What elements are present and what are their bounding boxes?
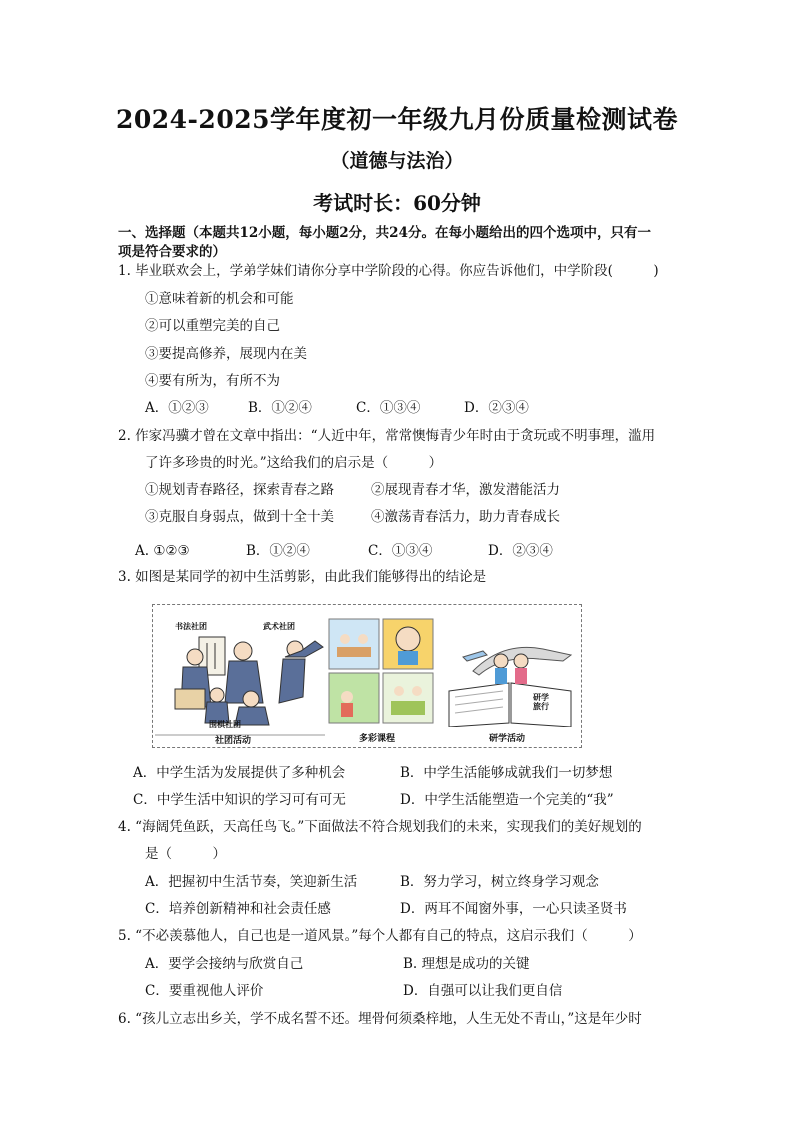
q5-option-d: D．自强可以让我们更自信 <box>403 983 563 999</box>
go-club-tag: 围棋社团 <box>209 720 241 729</box>
q3-option-a: A．中学生活为发展提供了多种机会 <box>133 765 346 781</box>
q6-stem: 6. “孩儿立志出乡关，学不成名誓不还。埋骨何须桑梓地，人生无处不青山，”这是年少时 <box>118 1011 642 1027</box>
subject-label: （道德与法治） <box>330 150 464 172</box>
q2-option-c: C．①③④ <box>368 543 433 559</box>
q2-item: ①规划青春路径，探索青春之路 <box>145 482 334 498</box>
courses-illustration <box>327 617 437 727</box>
q5-stem: 5. “不必羡慕他人，自己也是一道风景。”每个人都有自己的特点，这启示我们（ ） <box>118 928 642 944</box>
q4-option-b: B．努力学习，树立终身学习观念 <box>400 874 599 890</box>
club-activities-panel <box>155 607 325 745</box>
q1-option-a: A．①②③ <box>145 400 209 416</box>
calligraphy-club-tag: 书法社团 <box>175 622 207 631</box>
q3-option-d: D．中学生活能塑造一个完美的“我” <box>400 792 614 808</box>
exam-duration: 考试时长：60分钟 <box>313 191 481 215</box>
q2-stem-line1: 2. 作家冯骥才曾在文章中指出：“人近中年，常常懊悔青少年时由于贪玩或不明事理，滥用 <box>118 428 656 444</box>
q1-item: ③要提高修养，展现内在美 <box>145 346 307 362</box>
q4-option-d: D．两耳不闻窗外事，一心只读圣贤书 <box>400 901 627 917</box>
q5-option-a: A．要学会接纳与欣赏自己 <box>145 956 304 972</box>
courses-caption: 多彩课程 <box>359 734 396 744</box>
q3-option-b: B．中学生活能够成就我们一切梦想 <box>400 765 613 781</box>
q2-item: ②展现青春才华，激发潜能活力 <box>371 482 560 498</box>
section-heading-line2: 项是符合要求的） <box>118 244 226 260</box>
q1-stem: 1. 毕业联欢会上，学弟学妹们请你分享中学阶段的心得。你应告诉他们，中学阶段( ) <box>118 263 659 279</box>
q4-option-c: C．培养创新精神和社会责任感 <box>145 901 331 917</box>
q4-stem-line1: 4. “海阔凭鱼跃，天高任鸟飞。”下面做法不符合规划我们的未来，实现我们的美好规划的 <box>118 819 642 835</box>
q2-option-b: B．①②④ <box>246 543 310 559</box>
q1-item: ①意味着新的机会和可能 <box>145 291 294 307</box>
q4-stem-line2: 是（ ） <box>145 846 226 862</box>
q5-option-c: C．要重视他人评价 <box>145 983 264 999</box>
q4-option-a: A．把握初中生活节奏，笑迎新生活 <box>145 874 358 890</box>
study-trip-illustration <box>443 631 577 727</box>
q1-item: ④要有所为，有所不为 <box>145 373 280 389</box>
q5-option-b: B. 理想是成功的关键 <box>403 956 530 972</box>
q1-option-b: B．①②④ <box>248 400 312 416</box>
q1-option-c: C．①③④ <box>356 400 421 416</box>
club-activities-caption: 社团活动 <box>215 736 252 746</box>
study-trip-panel <box>443 631 577 745</box>
q3-figure <box>152 604 582 748</box>
study-trip-caption: 研学活动 <box>489 734 526 744</box>
q3-stem: 3. 如图是某同学的初中生活剪影，由此我们能够得出的结论是 <box>118 569 487 585</box>
q1-item: ②可以重塑完美的自己 <box>145 318 280 334</box>
martial-arts-club-tag: 武术社团 <box>263 622 295 631</box>
q2-stem-line2: 了许多珍贵的时光。”这给我们的启示是（ ） <box>145 455 443 471</box>
q2-option-a: A. ①②③ <box>135 543 190 559</box>
section-heading-line1: 一、选择题（本题共12小题，每小题2分，共24分。在每小题给出的四个选项中，只有一 <box>118 225 651 241</box>
page-title: 2024-2025学年度初一年级九月份质量检测试卷 <box>115 105 679 134</box>
q2-item: ③克服自身弱点，做到十全十美 <box>145 509 334 525</box>
q2-option-d: D．②③④ <box>488 543 553 559</box>
q1-option-d: D．②③④ <box>464 400 529 416</box>
q3-option-c: C．中学生活中知识的学习可有可无 <box>133 792 346 808</box>
q2-item: ④激荡青春活力，助力青春成长 <box>371 509 560 525</box>
study-trip-tag: 研学旅行 <box>533 693 549 711</box>
courses-panel <box>327 617 437 745</box>
